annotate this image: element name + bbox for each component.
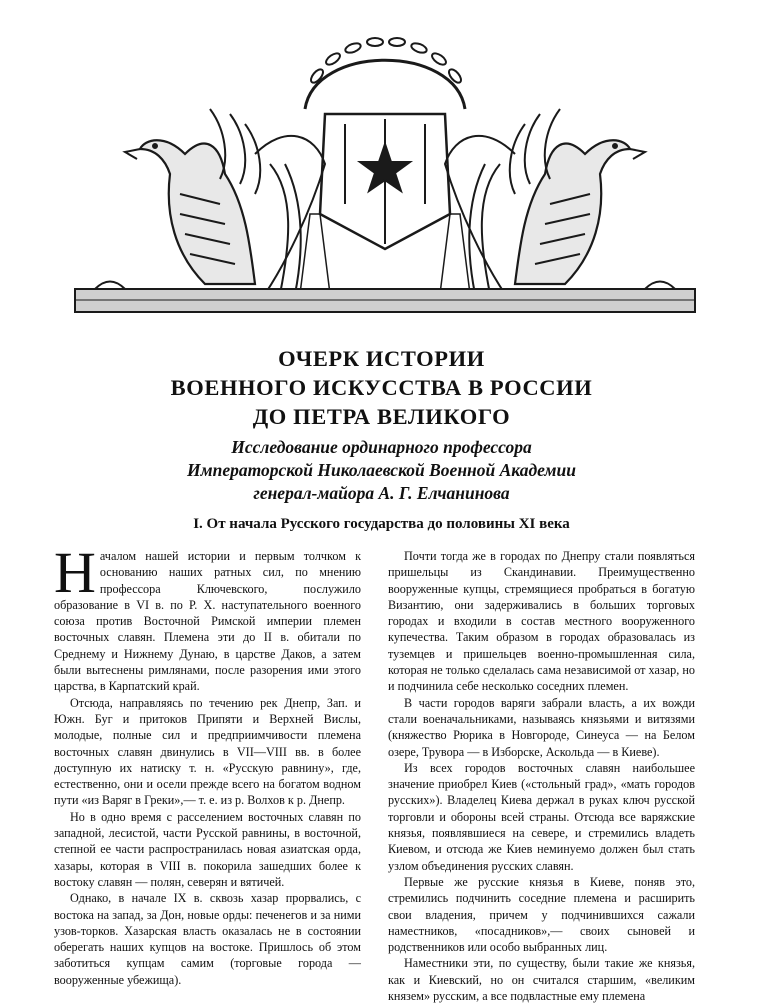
- paragraph: В части городов варяги забрали власть, а их вожди стали военачальниками, называясь князьями и витязями (княжество Рюрика в Новгороде, Синеуса — на Белом озере, Трувора — в Изборске, Аскольда — в Киеве).: [388, 695, 695, 759]
- paragraph: Началом нашей истории и первым толчком к основанию наших ратных сил, по мнению профессора Ключевского, послужило образование в VI в. по Р. Х. наступательного военного союза против Восточной Римской империи племен восточных славян. Племена эти до II в. обитали по Среднему и Нижнему Дунаю, в царстве Даков, а затем были вытеснены римлянами, после разорения ими этого царства, в Карпатский край.: [54, 540, 361, 694]
- title-line: ВОЕННОГО ИСКУССТВА В РОССИИ: [170, 375, 593, 400]
- subtitle-line: Императорской Николаевской Военной Академии: [187, 460, 576, 480]
- paragraph: Первые же русские князья в Киеве, поняв это, стремились подчинить соседние племена и расширить свои владения, причем у подчинившихся сажали наместников, «посадников»,— своих сыновей и родственников или особо выбранных лиц.: [388, 874, 695, 955]
- title-line: ДО ПЕТРА ВЕЛИКОГО: [252, 404, 511, 429]
- paragraph: Но в одно время с расселением восточных славян по западной, лесистой, части Русской равнины, в восточной, степной ее части распространилась новая азиатская орда, хазары, которая в VIII в. покорила зашедших более к востоку славян — полян, северян и вятичей.: [54, 809, 361, 889]
- paragraph: Однако, в начале IX в. сквозь хазар прорвались, с востока на запад, за Дон, новые орды: печенегов и за ними узов-торков. Хазарская власть оказалась не в состоянии оберегать наших купцов на востоке. Пришлось об этом заботиться купцам самим (торговые города — вооруженные убежища).: [54, 891, 361, 987]
- left-column: [54, 540, 361, 988]
- paragraph: Почти тогда же в городах по Днепру стали появляться пришельцы из Скандинавии. Преимущественно вооруженные купцы, стремящиеся пробраться в богатую Византию, они задерживались в больших торговых городах и входили в состав местного вооруженного купечества. Таким образом в городах образовалась из туземцев и пришельцев военно-промышленная сила, которая не только сделалась сама независимой от хазар, но и подчинила себе несколько соседних племен.: [388, 549, 695, 694]
- subtitle-line: Исследование ординарного профессора: [231, 437, 532, 457]
- paragraph: Отсюда, направляясь по течению рек Днепр, Зап. и Южн. Буг и притоков Припяти и Верхней Вислы, молодые, полные сил и предприимчивости племена восточных славян двинулись в VII—VIII вв. в более доступную их натиску т. н. «Русскую равнину», где, естественно, они и осели прежде всего на богатом водном пути «из Варяг в Греки»,— т. е. из р. Волхов к р. Днепр.: [54, 695, 361, 808]
- heraldic-eagles-trophy-icon: [55, 14, 715, 314]
- subtitle: [0, 436, 763, 505]
- paragraph: Наместники эти, по существу, были такие же князья, как и Киевский, но он считался старшим, «великим князем» русским, а все подвластные ему племена: [388, 956, 695, 1004]
- section-heading: I. От начала Русского государства до половины XI века: [193, 516, 570, 532]
- left-eagle-icon: [125, 109, 260, 284]
- drop-cap: Н: [54, 540, 96, 605]
- right-column: [388, 548, 695, 1004]
- subtitle-line: генерал-майора А. Г. Елчанинова: [253, 483, 510, 503]
- right-eagle-icon: [510, 109, 645, 284]
- paragraph: Из всех городов восточных славян наибольшее значение приобрел Киев («стольный град», «мать городов русских»). Владелец Киева держал в руках ключ русской торговли и обороны всей страны. Отсюда все варяжские князья, появлявшиеся на севере, и стремились владеть Киевом, и отсюда же Киев неминуемо должен был стать узлом объединения русских славян.: [388, 760, 695, 873]
- page-title: [0, 344, 763, 431]
- title-line: ОЧЕРК ИСТОРИИ: [278, 346, 485, 371]
